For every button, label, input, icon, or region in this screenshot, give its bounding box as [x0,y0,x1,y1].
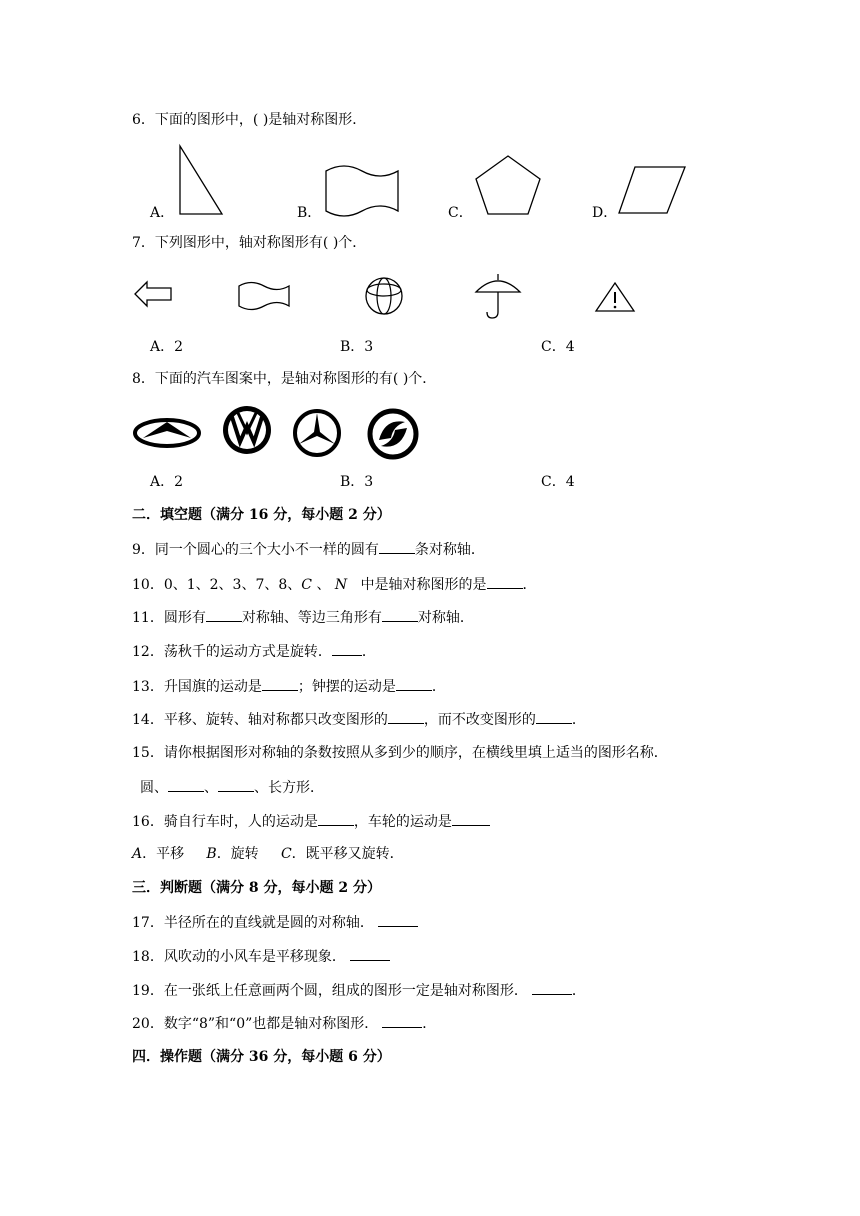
section-2-header: 二．填空题（满分 16 分，每小题 2 分） [132,507,391,523]
wavy-rectangle-figure [324,163,400,218]
q13: 13．升国旗的运动是 ；钟摆的运动是 ． [132,676,446,697]
q16-options: A．平移 B．旋转 C．既平移又旋转． [132,846,404,862]
answer-blank [382,1013,422,1028]
answer-blank [332,641,362,656]
q15-answer-line: 圆、 、 、长方形． [140,777,324,798]
answer-blank [388,709,424,724]
answer-blank [218,777,254,792]
umbrella-icon [474,272,522,320]
q20: 20．数字“8”和“0”也都是轴对称图形． ． [132,1013,436,1034]
flag-wave-icon [237,280,291,312]
mercedes-logo-icon [292,408,342,458]
warning-sign-icon [594,281,636,313]
q6-option-d-label: D． [592,205,618,221]
pentagon-figure [474,154,542,218]
answer-blank [378,912,418,927]
q6-option-a-label: A． [150,205,175,221]
answer-blank [536,709,572,724]
q7-option-b: B．3 [340,339,374,355]
answer-blank [168,777,204,792]
answer-blank [379,539,415,554]
q7-option-c: C．4 [541,339,575,355]
section-4-header: 四．操作题（满分 36 分，每小题 6 分） [132,1049,391,1065]
section-3-header: 三．判断题（满分 8 分，每小题 2 分） [132,880,381,896]
q9: 9．同一个圆心的三个大小不一样的圆有 条对称轴． [132,539,485,560]
q8-stem: 8．下面的汽车图案中，是轴对称图形的有( )个． [132,371,437,387]
q19: 19．在一张纸上任意画两个圆，组成的图形一定是轴对称图形． ． [132,980,586,1001]
q14: 14．平移、旋转、轴对称都只改变图形的 ，而不改变图形的 ． [132,709,586,730]
q6-stem: 6．下面的图形中，( )是轴对称图形． [132,112,367,128]
q16: 16．骑自行车时，人的运动是 ，车轮的运动是 [132,811,490,832]
answer-blank [318,811,354,826]
q6-option-b-label: B． [297,205,322,221]
right-triangle-figure [178,144,224,216]
answer-blank [350,946,390,961]
answer-blank [382,607,418,622]
answer-blank [396,676,432,691]
answer-blank [532,980,572,995]
circle-emblem-icon [364,276,404,316]
q10: 10．0、1、2、3、7、8、C 、 N 中是轴对称图形的是 ． [132,574,537,595]
answer-blank [262,676,298,691]
q12: 12．荡秋千的运动方式是旋转． ． [132,641,376,662]
q18: 18．风吹动的小风车是平移现象． [132,946,390,967]
q6-option-c-label: C． [448,205,473,221]
dongfeng-logo-icon [367,408,419,460]
q15: 15．请你根据图形对称轴的条数按照从多到少的顺序，在横线里填上适当的图形名称． [132,745,668,761]
volkswagen-logo-icon [221,404,273,456]
q8-option-a: A．2 [150,474,184,490]
answer-blank [487,574,523,589]
parallelogram-figure [617,165,687,215]
arrow-left-icon [133,279,173,309]
answer-blank [452,811,490,826]
infiniti-logo-icon [133,416,201,450]
answer-blank [206,607,242,622]
q7-stem: 7．下列图形中，轴对称图形有( )个． [132,235,367,251]
q8-option-c: C．4 [541,474,575,490]
q7-option-a: A．2 [150,339,184,355]
q17: 17．半径所在的直线就是圆的对称轴． [132,912,418,933]
q8-option-b: B．3 [340,474,374,490]
q11: 11．圆形有 对称轴、等边三角形有 对称轴． [132,607,474,628]
